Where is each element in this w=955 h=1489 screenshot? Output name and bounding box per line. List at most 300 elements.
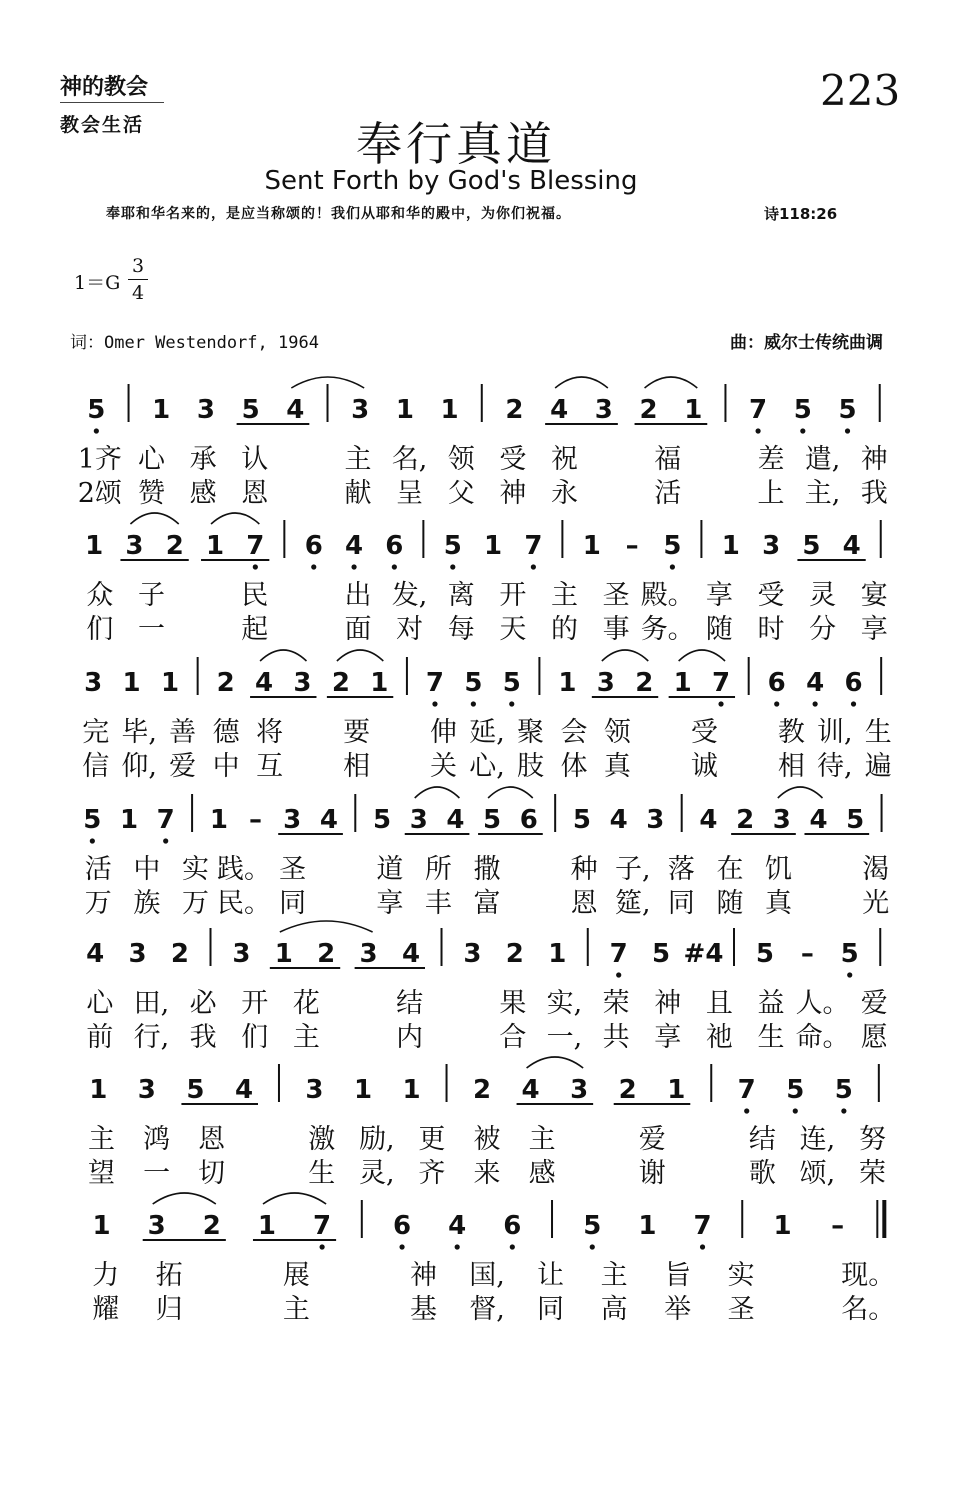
slur-tie bbox=[415, 787, 460, 798]
score-note: 3 bbox=[283, 805, 302, 835]
score-note: 2 bbox=[736, 805, 755, 835]
score-note: 5 bbox=[652, 939, 671, 969]
score-note: 6 bbox=[304, 531, 323, 561]
score-note: 3 bbox=[128, 939, 147, 969]
score-note: 1 bbox=[721, 531, 740, 561]
lyric-syllable: 真 bbox=[765, 888, 793, 919]
lyric-syllable: 中 bbox=[212, 751, 240, 782]
lyric-syllable: 善 bbox=[169, 717, 197, 748]
composer-credit: 曲：威尔士传统曲调 bbox=[730, 333, 883, 353]
lyric-syllable: 一 bbox=[143, 1158, 171, 1189]
lyric-syllable: 开 bbox=[241, 988, 269, 1019]
octave-dot-below bbox=[755, 428, 760, 433]
score-note: 6 bbox=[519, 805, 538, 835]
score-note: 5 bbox=[572, 805, 591, 835]
score-note: 1 bbox=[773, 1211, 792, 1241]
score-note: 5 bbox=[793, 395, 812, 425]
score-note: 1 bbox=[402, 1075, 421, 1105]
lyric-syllable: 离 bbox=[447, 580, 475, 611]
score-note: 7 bbox=[749, 395, 768, 425]
score-note: 3 bbox=[84, 668, 103, 698]
lyric-syllable: 真 bbox=[603, 751, 631, 782]
lyric-syllable: 富 bbox=[473, 888, 501, 919]
lyric-syllable: 体 bbox=[560, 751, 588, 782]
lyric-syllable: 一, bbox=[546, 1022, 583, 1053]
score-note: – bbox=[625, 531, 639, 561]
lyric-syllable: 圣 bbox=[279, 854, 307, 885]
lyric-syllable: 我 bbox=[860, 478, 888, 509]
score-note: 1 bbox=[257, 1211, 277, 1241]
slur-tie bbox=[527, 1057, 584, 1068]
lyric-syllable: 高 bbox=[600, 1294, 628, 1325]
lyric-syllable: 耀 bbox=[92, 1294, 120, 1325]
score-note: 5 bbox=[840, 939, 859, 969]
score-note: 3 bbox=[293, 668, 312, 698]
slur-tie bbox=[337, 650, 383, 661]
lyric-syllable: 名, bbox=[391, 444, 428, 475]
lyric-syllable: 爱 bbox=[169, 751, 197, 782]
lyric-syllable: 献 bbox=[344, 478, 372, 509]
lyric-syllable: 心 bbox=[137, 444, 165, 475]
lyric-syllable: 让 bbox=[537, 1260, 565, 1291]
score-note: 1 bbox=[484, 531, 503, 561]
time-signature-top: 3 bbox=[131, 255, 145, 277]
lyric-syllable: 实 bbox=[727, 1260, 755, 1291]
lyric-syllable: 分 bbox=[809, 614, 837, 645]
score-note: 3 bbox=[196, 395, 215, 425]
lyric-syllable: 仰, bbox=[121, 751, 158, 782]
lyric-syllable: 丰 bbox=[424, 888, 452, 919]
lyric-syllable: 道 bbox=[376, 854, 404, 885]
lyric-syllable: 要 bbox=[343, 717, 371, 748]
scripture-verse: 奉耶和华名来的，是应当称颂的！我们从耶和华的殿中，为你们祝福。 bbox=[106, 206, 571, 222]
lyric-syllable: 心 bbox=[86, 988, 114, 1019]
lyric-syllable: 必 bbox=[189, 988, 217, 1019]
score-note: 5 bbox=[786, 1075, 805, 1105]
lyric-syllable: 激 bbox=[308, 1124, 336, 1155]
lyric-syllable: 殿。 bbox=[640, 580, 695, 611]
lyric-syllable: 呈 bbox=[396, 478, 424, 509]
score-note: 4 bbox=[448, 1211, 467, 1241]
lyric-syllable: 所 bbox=[424, 854, 452, 885]
lyric-syllable: 子 bbox=[137, 580, 165, 611]
score-note: 6 bbox=[393, 1211, 412, 1241]
lyric-syllable: 切 bbox=[198, 1158, 226, 1189]
score-note: 6 bbox=[503, 1211, 522, 1241]
lyric-syllable: 待, bbox=[816, 751, 853, 782]
time-signature-bottom: 4 bbox=[131, 282, 145, 304]
lyric-syllable: 主 bbox=[88, 1124, 116, 1155]
lyric-syllable: 认 bbox=[241, 444, 269, 475]
score-note: 3 bbox=[359, 939, 378, 969]
lyric-syllable: 望 bbox=[88, 1158, 116, 1189]
octave-dot-below bbox=[450, 564, 455, 569]
lyric-syllable: 内 bbox=[396, 1022, 424, 1053]
lyric-syllable: 光 bbox=[862, 888, 890, 919]
lyric-syllable: 随 bbox=[716, 888, 744, 919]
lyric-syllable: 出 bbox=[344, 580, 372, 611]
score-note: 4 bbox=[345, 531, 364, 561]
title-english: Sent Forth by God's Blessing bbox=[264, 166, 638, 196]
lyric-syllable: 主 bbox=[344, 444, 372, 475]
score-note: 3 bbox=[646, 805, 665, 835]
lyric-syllable: 领 bbox=[447, 444, 475, 475]
score-note: 3 bbox=[772, 805, 791, 835]
score-note: 5 bbox=[443, 531, 462, 561]
lyric-syllable: 享 bbox=[376, 888, 404, 919]
lyric-syllable: 圣 bbox=[727, 1294, 755, 1325]
lyric-syllable: 恩 bbox=[198, 1124, 226, 1155]
score-note: 5 bbox=[834, 1075, 853, 1105]
score-note: 3 bbox=[596, 668, 615, 698]
score-note: 2 bbox=[317, 939, 336, 969]
lyric-syllable: 承 bbox=[189, 444, 217, 475]
lyric-syllable: 面 bbox=[344, 614, 372, 645]
lyric-syllable: 圣 bbox=[602, 580, 630, 611]
score-note: 4 bbox=[842, 531, 861, 561]
lyric-syllable: 务。 bbox=[640, 614, 695, 645]
lyric-syllable: 活 bbox=[84, 854, 112, 885]
score-note: 2 bbox=[472, 1075, 492, 1105]
lyric-syllable: 神 bbox=[860, 444, 888, 475]
key-signature: 1＝G bbox=[74, 272, 121, 294]
octave-dot-below bbox=[793, 1108, 798, 1113]
score-note: 3 bbox=[762, 531, 781, 561]
lyric-syllable: 中 bbox=[133, 854, 161, 885]
lyric-syllable: 族 bbox=[133, 888, 161, 919]
lyric-syllable: 渴 bbox=[862, 854, 890, 885]
lyric-syllable: 聚 bbox=[516, 717, 544, 748]
lyric-syllable: 2颂 bbox=[77, 478, 122, 509]
octave-dot-below bbox=[455, 1244, 460, 1249]
octave-dot-below bbox=[163, 838, 168, 843]
score-note: 5 bbox=[755, 939, 774, 969]
lyric-syllable: 受 bbox=[757, 580, 785, 611]
score-note: 3 bbox=[232, 939, 251, 969]
lyric-syllable: 谢 bbox=[638, 1158, 666, 1189]
lyric-syllable: 同 bbox=[667, 888, 695, 919]
score-note: 2 bbox=[331, 668, 350, 698]
score-note: 7 bbox=[737, 1075, 756, 1105]
score-note: 1 bbox=[558, 668, 577, 698]
lyric-syllable: 生 bbox=[864, 717, 892, 748]
lyric-syllable: 主 bbox=[600, 1260, 628, 1291]
lyric-syllable: 会 bbox=[560, 717, 588, 748]
lyric-syllable: 开 bbox=[499, 580, 527, 611]
score-note: 1 bbox=[152, 395, 171, 425]
lyric-syllable: 同 bbox=[279, 888, 307, 919]
score-note: 7 bbox=[524, 531, 543, 561]
lyric-syllable: 受 bbox=[690, 717, 718, 748]
score-note: 5 bbox=[846, 805, 865, 835]
score-note: 7 bbox=[156, 805, 175, 835]
octave-dot-below bbox=[399, 1244, 404, 1249]
score-note: 3 bbox=[463, 939, 482, 969]
slur-tie bbox=[645, 377, 698, 388]
lyric-syllable: 筵, bbox=[614, 888, 651, 919]
lyric-syllable: 励, bbox=[359, 1124, 395, 1155]
score-note: – bbox=[831, 1211, 845, 1241]
slur-tie bbox=[679, 650, 725, 661]
lyric-syllable: 关 bbox=[430, 751, 458, 782]
lyric-syllable: 心, bbox=[469, 751, 505, 782]
score-note: 1 bbox=[209, 805, 228, 835]
score-note: – bbox=[800, 939, 814, 969]
octave-dot-below bbox=[320, 1244, 325, 1249]
lyric-syllable: 主, bbox=[804, 478, 841, 509]
score-note: 1 bbox=[119, 805, 139, 835]
score-note: 3 bbox=[409, 805, 428, 835]
lyric-syllable: 爱 bbox=[860, 988, 888, 1019]
score-note: 2 bbox=[170, 939, 190, 969]
score-note: 1 bbox=[673, 668, 692, 698]
octave-dot-below bbox=[351, 564, 356, 569]
lyric-syllable: 主 bbox=[550, 580, 578, 611]
lyric-syllable: 被 bbox=[473, 1124, 501, 1155]
lyric-syllable: 享 bbox=[654, 1022, 682, 1053]
lyric-syllable: 受 bbox=[499, 444, 527, 475]
score-note: 1 bbox=[684, 395, 703, 425]
lyric-syllable: 益 bbox=[757, 988, 785, 1019]
score-note: 5 bbox=[802, 531, 821, 561]
score-note: 1 bbox=[205, 531, 225, 561]
slur-tie bbox=[130, 513, 178, 524]
lyric-syllable: 享 bbox=[860, 614, 888, 645]
slur-tie bbox=[602, 650, 648, 661]
score-note: 4 bbox=[806, 668, 825, 698]
lyric-syllable: 神 bbox=[499, 478, 527, 509]
score-note: 5 bbox=[502, 668, 521, 698]
octave-dot-below bbox=[700, 1244, 705, 1249]
score-note: 5 bbox=[464, 668, 483, 698]
score-note: 5 bbox=[663, 531, 682, 561]
lyric-syllable: 德 bbox=[212, 717, 240, 748]
lyric-syllable: 展 bbox=[282, 1260, 310, 1291]
score-note: 2 bbox=[505, 939, 524, 969]
octave-dot-below bbox=[90, 838, 95, 843]
lyric-syllable: 肢 bbox=[516, 751, 544, 782]
octave-dot-below bbox=[531, 564, 536, 569]
score-note: 2 bbox=[216, 668, 235, 698]
score-note: 6 bbox=[844, 668, 863, 698]
lyric-syllable: 永 bbox=[550, 478, 578, 509]
score-note: 1 bbox=[89, 1075, 108, 1105]
lyric-syllable: 相 bbox=[777, 751, 805, 782]
lyric-syllable: 福 bbox=[654, 444, 682, 475]
octave-dot-below bbox=[253, 564, 258, 569]
lyric-syllable: 时 bbox=[757, 614, 785, 645]
lyric-syllable: 共 bbox=[602, 1022, 630, 1053]
octave-dot-below bbox=[845, 428, 850, 433]
slur-tie bbox=[260, 650, 306, 661]
lyric-syllable: 毕, bbox=[121, 717, 158, 748]
octave-dot-below bbox=[616, 972, 621, 977]
lyric-syllable: 伸 bbox=[430, 717, 458, 748]
lyric-syllable: 主 bbox=[282, 1294, 310, 1325]
octave-dot-below bbox=[94, 428, 99, 433]
score-note: 3 bbox=[570, 1075, 589, 1105]
lyric-syllable: 将 bbox=[256, 717, 284, 748]
octave-dot-below bbox=[471, 701, 476, 706]
lyric-syllable: 撒 bbox=[473, 854, 501, 885]
lyric-syllable: 行, bbox=[133, 1022, 170, 1053]
lyric-syllable: 感 bbox=[189, 478, 217, 509]
lyric-syllable: 主 bbox=[528, 1124, 556, 1155]
lyric-syllable: 努 bbox=[858, 1124, 886, 1155]
lyric-syllable: 感 bbox=[528, 1158, 556, 1189]
score-note: 1 bbox=[160, 668, 180, 698]
lyric-syllable: 旨 bbox=[664, 1260, 692, 1291]
lyric-syllable: 拓 bbox=[155, 1260, 183, 1291]
lyric-syllable: 现。 bbox=[841, 1260, 896, 1291]
lyric-syllable: 们 bbox=[86, 614, 114, 645]
lyric-syllable: 灵, bbox=[359, 1158, 395, 1189]
slur-tie bbox=[488, 787, 533, 798]
lyric-syllable: 力 bbox=[92, 1260, 120, 1291]
score-note: 7 bbox=[711, 668, 731, 698]
score-note: 1 bbox=[274, 939, 293, 969]
score-note: 5 bbox=[373, 805, 392, 835]
lyric-syllable: 训, bbox=[816, 717, 853, 748]
score-note: 2 bbox=[618, 1075, 637, 1105]
score-note: 3 bbox=[594, 395, 613, 425]
lyric-syllable: 荣 bbox=[602, 988, 630, 1019]
score-note: 4 bbox=[319, 805, 338, 835]
lyric-syllable: 归 bbox=[155, 1294, 183, 1325]
lyric-syllable: 享 bbox=[705, 580, 733, 611]
score-note: #4 bbox=[683, 939, 724, 969]
lyric-syllable: 随 bbox=[705, 614, 733, 645]
lyric-syllable: 灵 bbox=[809, 580, 837, 611]
slur-tie bbox=[153, 1193, 216, 1204]
score-note: 4 bbox=[521, 1075, 540, 1105]
score-note: – bbox=[249, 805, 263, 835]
score-note: 4 bbox=[234, 1075, 254, 1105]
score-note: 7 bbox=[425, 668, 445, 698]
lyric-syllable: 神 bbox=[409, 1260, 437, 1291]
score-note: 3 bbox=[125, 531, 144, 561]
lyric-syllable: 基 bbox=[409, 1294, 437, 1325]
slur-tie bbox=[555, 377, 608, 388]
lyric-syllable: 万 bbox=[181, 888, 209, 919]
score-note: 4 bbox=[550, 395, 569, 425]
octave-dot-below bbox=[718, 701, 723, 706]
lyric-syllable: 合 bbox=[499, 1022, 527, 1053]
lyric-syllable: 子, bbox=[614, 854, 651, 885]
score-note: 2 bbox=[165, 531, 184, 561]
octave-dot-below bbox=[800, 428, 805, 433]
score-note: 7 bbox=[313, 1211, 332, 1241]
score-note: 7 bbox=[609, 939, 628, 969]
lyric-syllable: 教 bbox=[777, 717, 805, 748]
score-note: 4 bbox=[286, 395, 305, 425]
lyric-syllable: 万 bbox=[84, 888, 112, 919]
lyric-syllable: 领 bbox=[603, 717, 631, 748]
lyric-syllable: 祂 bbox=[705, 1022, 733, 1053]
hymn-number: 223 bbox=[820, 66, 901, 115]
lyric-syllable: 发, bbox=[391, 580, 428, 611]
lyric-syllable: 天 bbox=[499, 614, 527, 645]
lyric-syllable: 实 bbox=[181, 854, 209, 885]
lyric-syllable: 民。 bbox=[217, 888, 272, 919]
octave-dot-below bbox=[510, 1244, 515, 1249]
slur-tie bbox=[211, 513, 259, 524]
lyric-syllable: 赞 bbox=[137, 478, 165, 509]
score-note: 5 bbox=[241, 395, 260, 425]
lyric-syllable: 恩 bbox=[241, 478, 269, 509]
lyric-syllable: 主 bbox=[292, 1022, 320, 1053]
score-note: 1 bbox=[92, 1211, 111, 1241]
lyric-syllable: 来 bbox=[473, 1158, 501, 1189]
lyric-syllable: 在 bbox=[716, 854, 744, 885]
lyric-syllable: 差 bbox=[757, 444, 785, 475]
octave-dot-below bbox=[744, 1108, 749, 1113]
lyric-syllable: 完 bbox=[82, 717, 110, 748]
octave-dot-below bbox=[813, 701, 818, 706]
score-note: 2 bbox=[202, 1211, 221, 1241]
lyric-syllable: 果 bbox=[499, 988, 527, 1019]
score-note: 3 bbox=[147, 1211, 166, 1241]
score-note: 4 bbox=[609, 805, 628, 835]
slur-tie bbox=[778, 787, 823, 798]
lyric-syllable: 每 bbox=[447, 614, 475, 645]
octave-dot-below bbox=[847, 972, 852, 977]
lyric-syllable: 花 bbox=[292, 988, 320, 1019]
score-note: 5 bbox=[483, 805, 502, 835]
score-note: 4 bbox=[446, 805, 465, 835]
lyric-syllable: 一 bbox=[137, 614, 165, 645]
score-note: 7 bbox=[246, 531, 265, 561]
octave-dot-below bbox=[311, 564, 316, 569]
lyric-syllable: 爱 bbox=[638, 1124, 666, 1155]
lyric-syllable: 名。 bbox=[841, 1294, 896, 1325]
lyric-syllable: 延, bbox=[469, 717, 505, 748]
lyric-syllable: 宴 bbox=[860, 580, 888, 611]
score-note: 1 bbox=[638, 1211, 657, 1241]
score-note: 2 bbox=[635, 668, 654, 698]
lyricist-credit: 词：Omer Westendorf, 1964 bbox=[70, 333, 319, 353]
lyric-syllable: 生 bbox=[308, 1158, 336, 1189]
score-note: 3 bbox=[351, 395, 370, 425]
octave-dot-below bbox=[841, 1108, 846, 1113]
lyric-syllable: 落 bbox=[667, 854, 695, 885]
lyric-syllable: 荣 bbox=[858, 1158, 886, 1189]
octave-dot-below bbox=[432, 701, 437, 706]
score-note: 6 bbox=[767, 668, 786, 698]
lyric-syllable: 举 bbox=[664, 1294, 692, 1325]
lyric-syllable: 田, bbox=[133, 988, 170, 1019]
lyric-syllable: 父 bbox=[447, 478, 475, 509]
score-note: 5 bbox=[838, 395, 857, 425]
lyric-syllable: 遣, bbox=[804, 444, 841, 475]
lyric-syllable: 督, bbox=[469, 1294, 505, 1325]
score-note: 4 bbox=[86, 939, 105, 969]
lyric-syllable: 民 bbox=[241, 580, 269, 611]
lyric-syllable: 1齐 bbox=[77, 444, 122, 475]
lyric-syllable: 我 bbox=[189, 1022, 217, 1053]
lyric-syllable: 信 bbox=[82, 751, 110, 782]
score-note: 4 bbox=[699, 805, 718, 835]
lyric-syllable: 前 bbox=[86, 1022, 114, 1053]
lyric-syllable: 活 bbox=[654, 478, 682, 509]
score-note: 1 bbox=[582, 531, 601, 561]
lyric-syllable: 祝 bbox=[550, 444, 578, 475]
category-sub: 教会生活 bbox=[60, 114, 145, 136]
score-note: 1 bbox=[85, 531, 104, 561]
lyric-syllable: 生 bbox=[757, 1022, 785, 1053]
lyric-syllable: 众 bbox=[86, 580, 114, 611]
lyric-syllable: 命。 bbox=[795, 1022, 850, 1053]
